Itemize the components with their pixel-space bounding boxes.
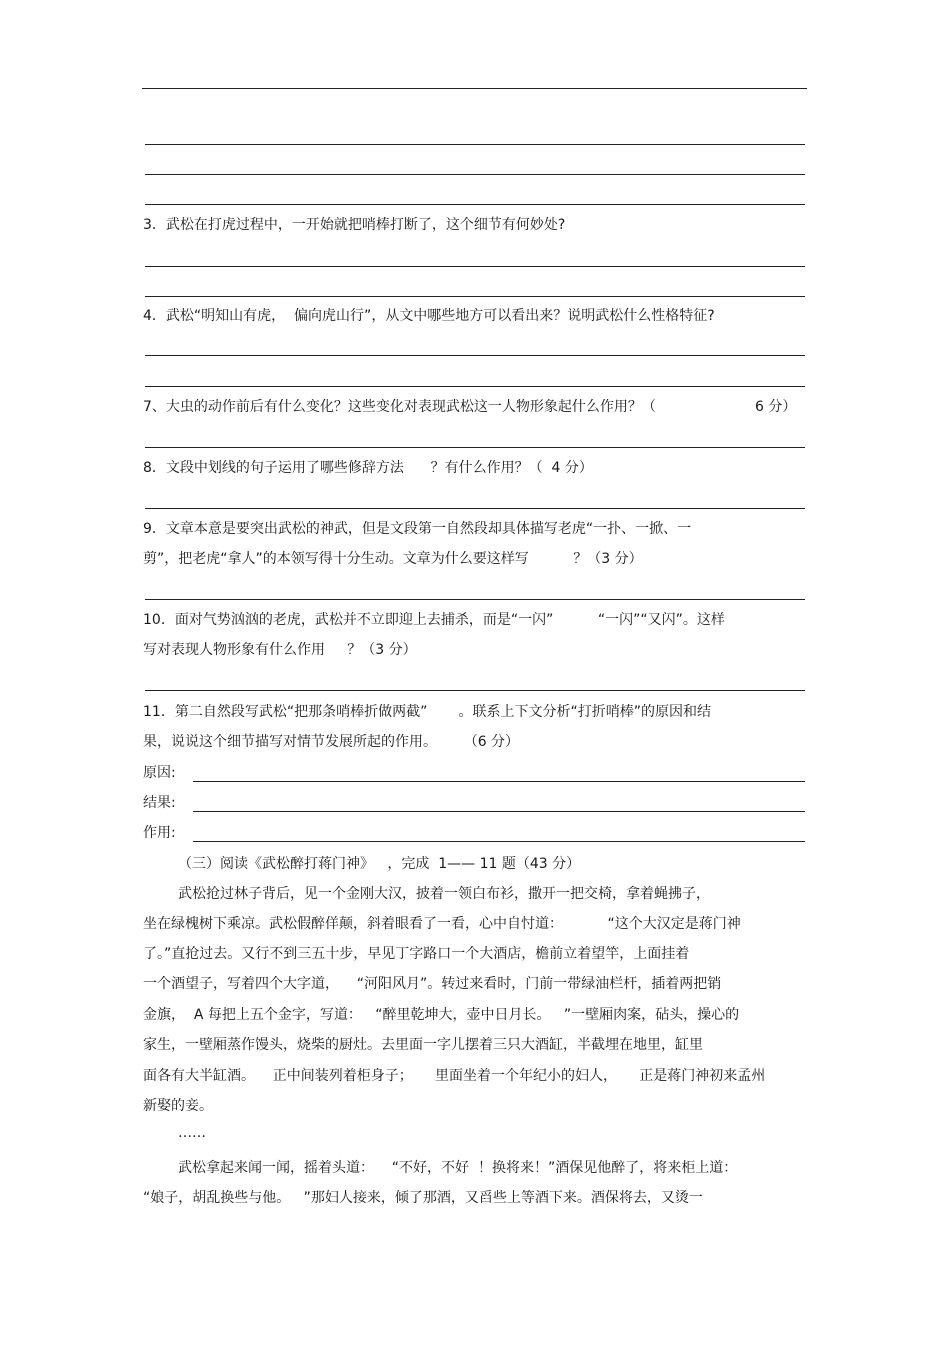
reason-answer-line	[193, 781, 805, 782]
question-9-line-2: 剪”，把老虎“拿人”的本领写得十分生动。文章为什么要这样写 ？（3 分）	[143, 551, 643, 567]
answer-line	[142, 88, 807, 89]
question-7: 7、大虫的动作前后有什么变化？这些变化对表现武松这一人物形象起什么作用？（	[143, 399, 656, 415]
paragraph-1-line: 武松抢过林子背后，见一个金刚大汉，披着一领白布衫，撒开一把交椅，拿着蝇拂子，	[178, 886, 710, 902]
paragraph-1-line: 面各有大半缸酒。 正中间装列着柜身子； 里面坐着一个年纪小的妇人， 正是蒋门神初来孟州	[143, 1068, 766, 1084]
answer-line	[145, 690, 805, 691]
answer-line	[145, 266, 805, 267]
paragraph-1-line: 了。”直抢过去。又行不到三五十步，早见丁字路口一个大酒店，檐前立着望竿，上面挂着	[143, 946, 690, 962]
question-10-line-2: 写对表现人物形象有什么作用 ？（3 分）	[143, 642, 417, 658]
paragraph-1-line: 坐在绿槐树下乘凉。武松假醉佯颠，斜着眼看了一看，心中自忖道： “这个大汉定是蒋门神	[143, 916, 741, 932]
paragraph-2-line: “娘子，胡乱换些与他。 ”那妇人接来，倾了那酒，又舀些上等酒下来。酒保将去，又烫一	[143, 1190, 703, 1206]
effect-answer-line	[193, 841, 805, 842]
effect-label: 作用:	[143, 825, 176, 841]
paragraph-1-line: 家生，一壁厢蒸作馒头，烧柴的厨灶。去里面一字儿摆着三只大酒缸，半截埋在地里，缸里	[143, 1037, 703, 1053]
answer-line	[145, 508, 805, 509]
question-4: 4．武松“明知山有虎， 偏向虎山行”，从文中哪些地方可以看出来？说明武松什么性格特征?	[143, 308, 715, 324]
answer-line	[145, 386, 805, 387]
question-11-line-1: 11．第二自然段写武松“把那条哨棒折做两截” 。联系上下文分析“打折哨棒”的原因和结	[143, 704, 711, 720]
paragraph-1-line: 新娶的妾。	[143, 1098, 213, 1114]
answer-line	[145, 355, 805, 356]
answer-line	[145, 599, 805, 600]
result-answer-line	[193, 811, 805, 812]
question-10-line-1: 10．面对气势汹汹的老虎，武松并不立即迎上去捕杀，而是“一闪” “一闪”“又闪”。这样	[143, 612, 725, 628]
answer-line	[145, 204, 805, 205]
question-9-line-1: 9．文章本意是要突出武松的神武，但是文段第一自然段却具体描写老虎“一扑、一掀、一	[143, 521, 692, 537]
paragraph-1-line: 一个酒望子，写着四个大字道， “河阳风月”。转过来看时，门前一带绿油栏杆，插着两把销	[143, 976, 722, 992]
question-8: 8．文段中划线的句子运用了哪些修辞方法 ？有什么作用？（ 4 分）	[143, 460, 593, 476]
answer-line	[145, 174, 805, 175]
answer-line	[145, 296, 805, 297]
answer-line	[145, 144, 805, 145]
reason-label: 原因:	[143, 765, 176, 781]
paragraph-1-line: 金旗， A 每把上五个金字，写道： “醉里乾坤大，壶中日月长。 ”一壁厢肉案，砧头，操心的	[143, 1007, 740, 1023]
paragraph-2-line: 武松拿起来闻一闻，摇着头道： “不好，不好 ！换将来！”酒保见他醉了，将来柜上道：	[178, 1160, 738, 1176]
ellipsis: ……	[178, 1125, 206, 1141]
result-label: 结果:	[143, 795, 176, 811]
question-7-score: 6 分）	[755, 399, 797, 415]
question-3: 3．武松在打虎过程中，一开始就把哨棒打断了，这个细节有何妙处?	[143, 217, 566, 233]
question-11-line-2: 果，说说这个细节描写对情节发展所起的作用。 （6 分）	[143, 734, 520, 750]
section-3-heading: （三）阅读《武松醉打蒋门神》 ，完成 1—— 11 题（43 分）	[178, 856, 581, 872]
answer-line	[145, 447, 805, 448]
